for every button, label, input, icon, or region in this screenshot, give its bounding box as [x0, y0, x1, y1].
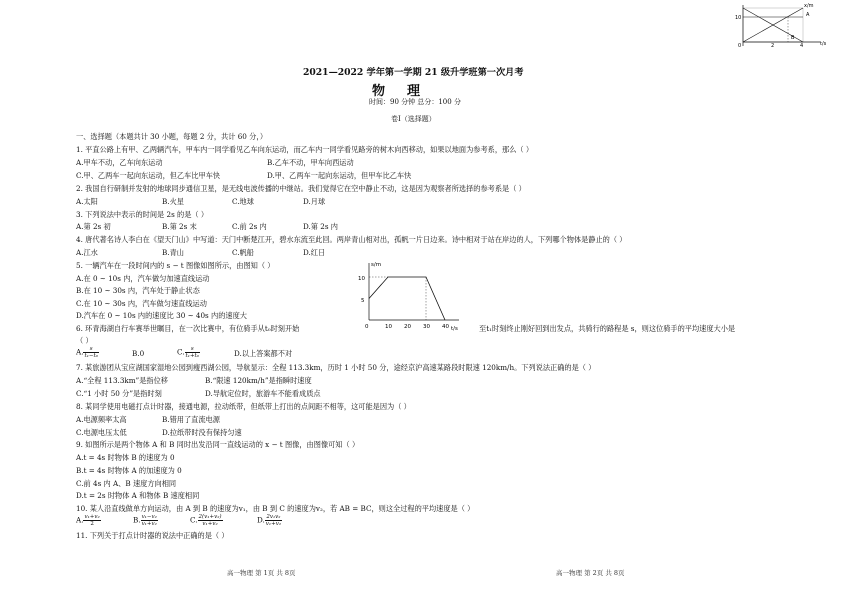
option-6a-fraction: [83, 346, 98, 359]
option-10d: [257, 514, 282, 527]
question-8: 8. 某同学使用电磁打点计时器，接通电源，拉动纸带，但纸带上打出的点间距不相等，这可能是因为（ ）: [76, 402, 411, 411]
fraction-denominator: v₁+v₂: [202, 521, 218, 527]
fraction-numerator: 2(v₁+v₂): [198, 514, 222, 520]
option-3d: D.第 2s 内: [303, 222, 338, 231]
option-10b-fraction: [141, 514, 158, 527]
option-7d: D.导航定位时，旅游车不能看成质点: [205, 389, 321, 398]
question-6: 6. 环青海湖自行车赛举世瞩目，在一次比赛中，有位骑手从t₀时刻开始: [76, 324, 300, 333]
option-5a: A.在 0 ~ 10s 内，汽车做匀加速直线运动: [76, 274, 210, 283]
option-3b: B.第 2s 末: [162, 222, 197, 231]
option-6a-prefix: A.: [76, 347, 84, 357]
option-10d-fraction: [265, 514, 282, 527]
fraction-numerator: v₁+v₂: [84, 514, 100, 520]
option-8d: D.拉纸带时没有保持匀速: [162, 428, 242, 437]
option-9d: D.t = 2s 时物体 A 和物体 B 速度相同: [76, 491, 200, 500]
q5-y-tick-10: 10: [358, 276, 365, 282]
corner-origin: 0: [738, 43, 742, 48]
fraction-numerator: s: [83, 346, 98, 353]
corner-y-label: x/m: [804, 3, 814, 9]
option-6c: [177, 346, 200, 359]
fraction-denominator: 2: [90, 521, 94, 527]
option-10a-fraction: [83, 514, 100, 527]
question-10: 10. 某人沿直线做单方向运动，由 A 到 B 的速度为v₁，由 B 到 C 的速度为v₂，若 AB = BC，则这全过程的平均速度是（ ）: [76, 504, 475, 513]
question-4: 4. 唐代著名诗人李白在《望天门山》中写道：天门中断楚江开，碧水东流至此回。两岸青山相对出，孤帆一片日边来。诗中相对于站在岸边的人，下列哪个物体是静止的（ ）: [76, 235, 627, 244]
option-2b: B.火星: [162, 197, 184, 206]
fraction-denominator: t₁−t₀: [84, 353, 98, 359]
question-5: 5. 一辆汽车在一段时间内的 s − t 图像如图所示，由图知（ ）: [76, 261, 275, 270]
question-6-cont: 至t₁时刻终止刚好回到出发点，共骑行的路程是 s，则这位骑手的平均速度大小是: [479, 324, 736, 333]
option-2c: C.地球: [232, 197, 254, 206]
option-10b: [133, 514, 158, 527]
question-6-paren: （ ）: [76, 336, 93, 345]
option-3c: C.前 2s 内: [232, 222, 267, 231]
option-4d: D.红日: [303, 248, 326, 257]
option-8b: B.错用了直流电源: [162, 415, 220, 424]
corner-line-label-b: B: [791, 35, 795, 41]
exam-meta: 时间：90 分钟 总分：100 分: [369, 98, 461, 106]
corner-x-label: t/s: [820, 41, 826, 47]
option-1b: B.乙车不动，甲车向西运动: [267, 158, 354, 167]
option-10a-prefix: A.: [76, 515, 84, 525]
option-1a: A.甲车不动，乙车向东运动: [76, 158, 163, 167]
question-11: 11. 下列关于打点计时器的说法中正确的是（ ）: [76, 531, 229, 540]
q5-x-tick-20: 20: [404, 324, 411, 330]
q5-x-tick-10: 10: [385, 324, 392, 330]
option-1d: D.甲、乙两车一起向东运动，但甲车比乙车快: [267, 171, 412, 180]
q5-x-tick-30: 30: [423, 324, 430, 330]
option-8c: C.电源电压太低: [76, 428, 127, 437]
fraction-numerator: v₁−v₂: [141, 514, 157, 520]
option-6b: B.0: [132, 349, 145, 358]
q5-x-label: t/s: [451, 326, 458, 332]
option-7b: B.“限速 120km/h”是指瞬时速度: [205, 376, 312, 385]
corner-x-tick: 4: [800, 43, 804, 48]
footer-left: 高一物理 第 1页 共 8页: [227, 569, 296, 577]
option-3a: A.第 2s 初: [76, 222, 111, 231]
corner-x-tick: 2: [771, 43, 775, 48]
corner-y-tick: 10: [735, 15, 742, 21]
option-8a: A.电源频率太高: [76, 415, 127, 424]
question-1: 1. 平直公路上有甲、乙两辆汽车，甲车内一同学看见乙车向东运动，而乙车内一同学看见路旁的树木向西移动，如果以地面为参考系，那么（ ）: [76, 145, 534, 154]
section-heading: 一、选择题（本题共计 30 小题，每题 2 分，共计 60 分，）: [76, 132, 268, 141]
footer-right: 高一物理 第 2页 共 8页: [556, 569, 625, 577]
option-2d: D.月球: [303, 197, 326, 206]
option-7c: C.“1 小时 50 分”是指时刻: [76, 389, 162, 398]
option-6c-prefix: C.: [177, 347, 185, 357]
option-7a: A.“全程 113.3km”是指位移: [76, 376, 168, 385]
option-9a: A.t = 4s 时物体 B 的速度为 0: [76, 453, 175, 462]
fraction-denominator: v₁+v₂: [141, 521, 157, 527]
question-2: 2. 我国自行研制并发射的地球同步通信卫星，是无线电波传播的中继站。我们觉得它在空中静止不动，这是因为观察者所选择的参考系是（ ）: [76, 184, 526, 193]
option-4c: C.帆船: [232, 248, 254, 257]
option-10c-fraction: [198, 514, 223, 527]
fraction-denominator: t₁+t₀: [185, 353, 199, 359]
option-5b: B.在 10 ~ 30s 内，汽车处于静止状态: [76, 286, 200, 295]
fraction-numerator: s: [185, 346, 200, 353]
corner-line-label-a: A: [806, 12, 810, 18]
option-9c: C.前 4s 内 A、B 速度方向相同: [76, 479, 177, 488]
question-3: 3. 下列说法中表示的时间是 2s 的是（ ）: [76, 210, 209, 219]
corner-xt-graph: [734, 2, 826, 48]
option-6d: D.以上答案都不对: [234, 349, 293, 358]
question-9: 9. 如图所示是两个物体 A 和 B 同时出发沿同一直线运动的 x − t 图像，由图像可知（ ）: [76, 440, 360, 449]
q5-y-tick-5: 5: [361, 298, 365, 304]
subject-title: 物理: [372, 84, 443, 99]
option-10c-prefix: C.: [190, 515, 198, 525]
q5-st-graph: [355, 258, 465, 332]
option-10c: [190, 514, 223, 527]
option-6c-fraction: [185, 346, 200, 359]
q5-x-tick-0: 0: [365, 324, 369, 330]
q5-st-line: [369, 277, 445, 320]
option-1c: C.甲、乙两车一起向东运动，但乙车比甲车快: [76, 171, 221, 180]
option-6a: [76, 346, 99, 359]
exam-title: 2021—2022 学年第一学期 21 级升学班第一次月考: [303, 67, 524, 78]
q5-y-label: s/m: [371, 262, 382, 268]
fraction-numerator: 2v₁v₂: [266, 514, 281, 520]
option-5c: C.在 10 ~ 30s 内，汽车做匀速直线运动: [76, 299, 207, 308]
option-5d: D.汽车在 0 ~ 10s 内的速度比 30 ~ 40s 内的速度大: [76, 311, 247, 320]
option-10d-prefix: D.: [257, 515, 265, 525]
option-4b: B.青山: [162, 248, 184, 257]
option-4a: A.江水: [76, 248, 98, 257]
fraction-denominator: v₁+v₂: [265, 521, 282, 527]
option-10a: [76, 514, 101, 527]
option-10b-prefix: B.: [133, 515, 141, 525]
option-9b: B.t = 4s 时物体 A 的加速度为 0: [76, 466, 182, 475]
question-7: 7. 某旅游团从宝应湖国家湿地公园到瘦西湖公园，导航显示：全程 113.3km，历时 1 小时 50 分，途经京沪高速某路段时限速 120km/h。下列说法正确的是（ ）: [76, 363, 596, 372]
volume-label: 卷Ⅰ（选择题）: [391, 115, 436, 123]
option-2a: A.太阳: [76, 197, 98, 206]
q5-x-tick-40: 40: [442, 324, 449, 330]
